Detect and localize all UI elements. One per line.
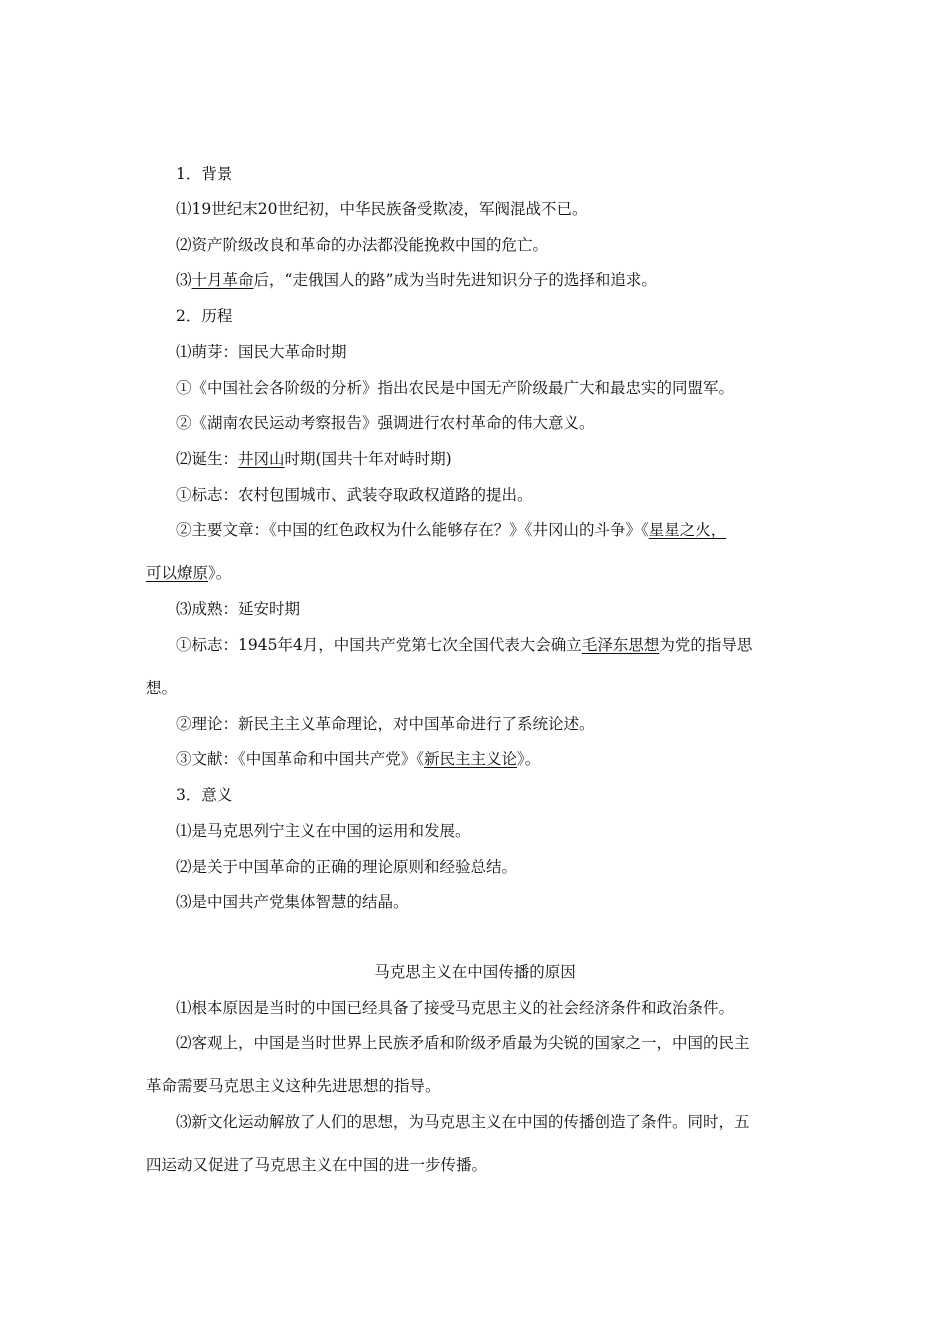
paragraph [176,448,452,470]
section-heading-process: 2．历程 [176,307,233,325]
paragraph: ⑵资产阶级改良和革命的办法都没能挽救中国的危亡。 [176,236,549,254]
paragraph: ⑵客观上，中国是当时世界上民族矛盾和阶级矛盾最为尖锐的国家之一，中国的民主 [176,1034,750,1052]
text: 时期(国共十年对峙时期) [284,450,452,468]
paragraph-continuation: 想。 [146,679,178,697]
text: 为党的指导思 [659,636,753,654]
paragraph [176,269,657,291]
text: ③文献：《中国革命和中国共产党》《 [176,750,425,768]
paragraph-continuation [146,562,231,584]
underlined-term: 新民主主义论 [424,750,518,768]
paragraph [176,748,540,770]
underlined-term: 毛泽东思想 [581,636,660,654]
paragraph: ⑶新文化运动解放了人们的思想，为马克思主义在中国的传播创造了条件。同时，五 [176,1113,750,1131]
paragraph: ⑶是中国共产党集体智慧的结晶。 [176,893,409,911]
paragraph: ⑴萌芽：国民大革命时期 [176,343,347,361]
text: 》。 [517,750,541,768]
section-heading-background: 1．背景 [176,165,233,183]
paragraph: ⑴根本原因是当时的中国已经具备了接受马克思主义的社会经济条件和政治条件。 [176,999,735,1017]
paragraph-continuation: 四运动又促进了马克思主义在中国的进一步传播。 [146,1156,488,1174]
paragraph: ⑵是关于中国革命的正确的理论原则和经验总结。 [176,858,518,876]
text: 后，“走俄国人的路”成为当时先进知识分子的选择和追求。 [253,271,657,289]
underlined-term: 可以燎原 [146,564,209,582]
underlined-term: 十月革命 [191,271,254,289]
section-title: 马克思主义在中国传播的原因 [374,963,576,981]
text: 》。 [208,564,232,582]
paragraph: ⑶成熟：延安时期 [176,600,301,618]
paragraph: ②《湖南农民运动考察报告》强调进行农村革命的伟大意义。 [176,414,595,432]
section-heading-significance: 3．意义 [176,786,233,804]
paragraph: ①《中国社会各阶级的分析》指出农民是中国无产阶级最广大和最忠实的同盟军。 [176,379,735,397]
paragraph: ⑴19世纪末20世纪初，中华民族备受欺凌，军阀混战不已。 [176,200,588,218]
text: ①标志：1945年4月，中国共产党第七次全国代表大会确立 [176,636,582,654]
paragraph-continuation: 革命需要马克思主义这种先进思想的指导。 [146,1077,441,1095]
text: ②主要文章：《中国的红色政权为什么能够存在？》《井冈山的斗争》《 [176,521,649,539]
paragraph: ②理论：新民主主义革命理论，对中国革命进行了系统论述。 [176,715,595,733]
underlined-term: 星星之火， [648,521,727,539]
paragraph [176,519,726,541]
text: ⑵诞生： [176,450,239,468]
underlined-term: 井冈山 [238,450,285,468]
text: ⑶ [176,271,192,289]
paragraph: ①标志：农村包围城市、武装夺取政权道路的提出。 [176,486,533,504]
paragraph: ⑴是马克思列宁主义在中国的运用和发展。 [176,822,471,840]
paragraph [176,634,752,656]
